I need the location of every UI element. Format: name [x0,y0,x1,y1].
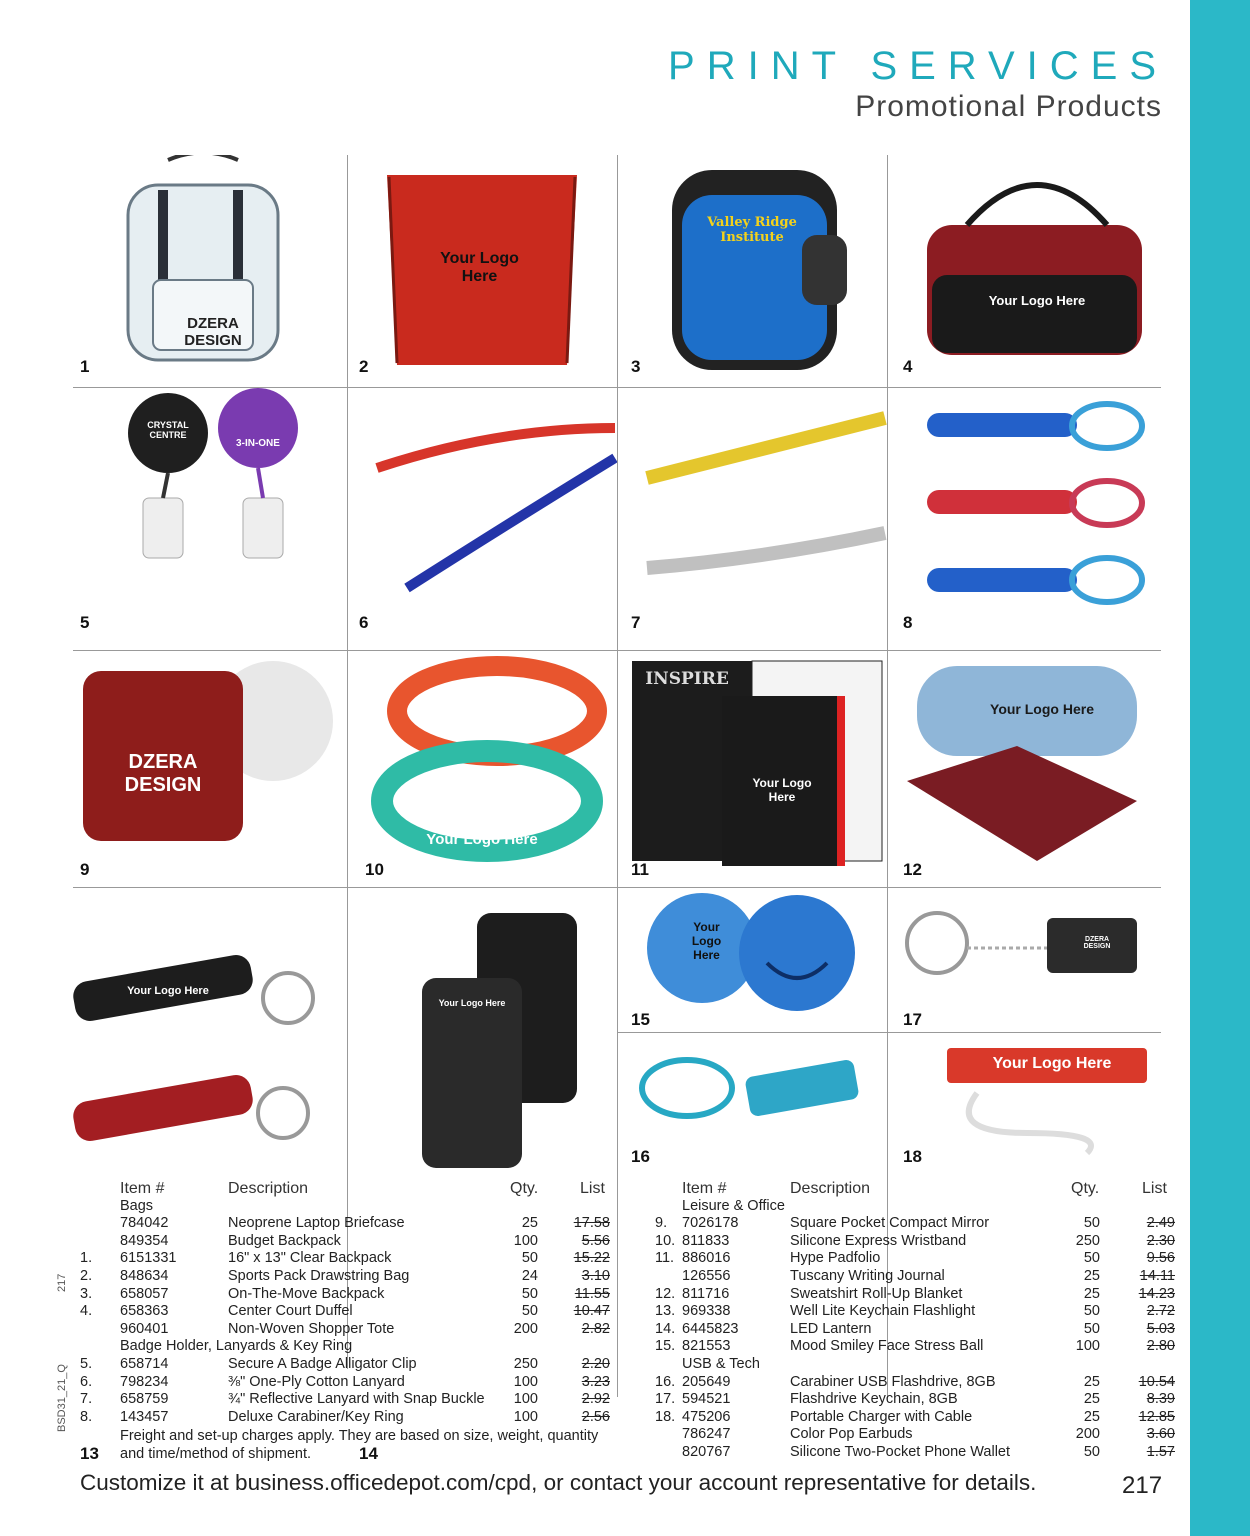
item-list-price: 3.10 [581,1267,610,1284]
item-quantity: 100 [513,1391,538,1408]
product-number: 3 [631,357,641,376]
item-list-price: 1.57 [1146,1443,1175,1460]
row-index: 7. [80,1391,93,1408]
row-index: 8. [80,1408,93,1425]
item-number: 658363 [120,1303,169,1320]
item-description: LED Lantern [790,1320,872,1337]
flashdrive-keychain-image [887,888,1161,1032]
table-header [80,1180,610,1198]
item-number: 6445823 [682,1320,739,1337]
product-drawstring-bag [347,155,617,387]
item-number: 960401 [120,1320,169,1337]
blanket-image [887,651,1161,887]
product-badge-clip [73,388,347,650]
table-row [80,1215,610,1233]
row-index: 2. [80,1267,93,1284]
header-qty: Qty. [1071,1180,1100,1197]
product-duffel [887,155,1161,387]
product-reflective-lanyard [617,388,887,650]
product-number: 8 [903,613,913,632]
table-row [655,1409,1175,1427]
side-code: BSD31_21_Q [56,1364,68,1432]
item-quantity: 50 [521,1303,538,1320]
row-index: 1. [80,1250,93,1267]
item-description: Neoprene Laptop Briefcase [228,1215,405,1232]
item-quantity: 200 [513,1320,538,1337]
item-number: 821553 [682,1338,731,1355]
table-row [655,1215,1175,1233]
header-list: List [580,1180,605,1197]
product-logo-secondary: 3-IN-ONE [236,438,280,449]
item-number: 969338 [682,1303,731,1320]
item-number: 594521 [682,1391,731,1408]
item-list-price: 9.56 [1146,1250,1175,1267]
item-number: 143457 [120,1408,169,1425]
item-description: Silicone Two-Pocket Phone Wallet [790,1443,1011,1460]
accent-sidebar [1190,0,1250,1536]
category-label: USB & Tech [682,1355,760,1372]
product-logo: Your Logo Here [426,831,538,848]
item-list-price: 5.56 [581,1232,610,1249]
table-row [655,1444,1175,1462]
reflective-lanyard-image [617,388,887,650]
item-quantity: 100 [1075,1338,1100,1355]
item-quantity: 25 [1083,1408,1100,1425]
item-description: Flashdrive Keychain, 8GB [790,1391,958,1408]
header-item: Item # [682,1180,727,1197]
item-list-price: 12.85 [1138,1408,1175,1425]
item-description: Color Pop Earbuds [790,1426,913,1443]
row-index: 9. [655,1215,668,1232]
right-table-rows [655,1198,1175,1462]
row-index: 3. [80,1285,93,1302]
item-list-price: 11.55 [574,1285,610,1302]
product-logo: Your Logo Here [127,985,209,997]
item-list-price: 15.22 [573,1250,610,1267]
item-list-price: 2.92 [581,1391,610,1408]
item-description: Tuscany Writing Journal [790,1267,945,1284]
row-index: 12. [655,1285,676,1302]
product-logo-secondary: INSPIRE [645,669,729,689]
product-stress-ball [617,888,887,1032]
product-logo: Valley Ridge Institute [707,215,797,245]
product-logo: Your Logo Here [988,293,1086,308]
table-row [655,1250,1175,1268]
product-number: 17 [903,1010,922,1029]
item-number: 205649 [682,1373,731,1390]
item-quantity: 100 [513,1408,538,1425]
item-number: 811716 [682,1285,730,1302]
wristband-image [347,651,617,887]
table-row [655,1233,1175,1251]
table-row [80,1250,610,1268]
item-quantity: 50 [1083,1320,1100,1337]
item-number: 658057 [120,1285,169,1302]
item-list-price: 2.80 [1146,1338,1175,1355]
product-logo: CRYSTAL CENTRE [147,420,189,440]
product-carabiner [887,388,1161,650]
table-row [655,1268,1175,1286]
item-number: 658759 [120,1391,169,1408]
item-list-price: 5.03 [1146,1320,1175,1337]
item-description: Portable Charger with Cable [790,1408,973,1425]
category-row [80,1338,610,1356]
product-number: 16 [631,1147,650,1166]
product-number: 1 [80,357,90,376]
table-row [80,1233,610,1251]
clear-backpack-image [73,155,347,387]
product-logo: Your Logo Here [691,920,722,962]
item-quantity: 25 [1083,1391,1100,1408]
item-description: Well Lite Keychain Flashlight [790,1303,976,1320]
product-number: 5 [80,613,90,632]
table-row [655,1426,1175,1444]
product-number: 9 [80,860,90,879]
duffel-image [887,155,1161,387]
table-row [80,1321,610,1339]
product-logo: Your Logo Here [992,1055,1112,1072]
table-row [80,1374,610,1392]
item-description: Center Court Duffel [228,1303,353,1320]
item-description: Silicone Express Wristband [790,1232,967,1249]
header-qty: Qty. [510,1180,539,1197]
stress-ball-image [617,888,887,1032]
table-row [655,1338,1175,1356]
table-row [80,1391,610,1409]
item-number: 811833 [682,1232,730,1249]
item-quantity: 50 [1083,1303,1100,1320]
product-cotton-lanyard [347,388,617,650]
item-number: 7026178 [682,1215,739,1232]
product-padfolio [617,651,887,887]
product-logo: Your Logo Here [752,776,812,804]
item-list-price: 17.58 [573,1215,610,1232]
item-quantity: 100 [513,1232,538,1249]
item-list-price: 2.20 [581,1355,610,1372]
item-description: Budget Backpack [228,1232,341,1249]
item-quantity: 50 [1083,1443,1100,1460]
item-number: 126556 [682,1267,731,1284]
item-number: 6151331 [120,1250,177,1267]
carabiner-image [887,388,1161,650]
flashlight-image [73,888,347,1188]
product-compact-mirror [73,651,347,887]
product-number: 14 [359,1444,378,1463]
header-description: Description [790,1180,871,1197]
product-number: 13 [80,1444,99,1463]
item-list-price: 2.72 [1146,1303,1175,1320]
product-number: 15 [631,1010,650,1029]
portable-charger-image [887,1033,1161,1163]
item-list-price: 2.82 [581,1320,610,1337]
table-row [80,1268,610,1286]
item-number: 820767 [682,1443,731,1460]
header-list: List [1142,1180,1167,1197]
left-price-table [80,1180,610,1464]
row-index: 5. [80,1355,93,1372]
product-number: 11 [631,860,649,879]
item-list-price: 14.11 [1139,1267,1175,1284]
row-index: 15. [655,1338,676,1355]
carabiner-usb-image [617,1033,887,1163]
category-row [655,1198,1175,1216]
table-row [655,1303,1175,1321]
item-description: 16" x 13" Clear Backpack [228,1250,392,1267]
item-number: 798234 [120,1373,169,1390]
product-number: 7 [631,613,641,632]
freight-note: Freight and set-up charges apply. They are based on size, weight, quantity and time/method of shipment. [120,1428,599,1462]
item-quantity: 25 [1083,1267,1100,1284]
item-number: 848634 [120,1267,169,1284]
row-index: 6. [80,1373,93,1390]
page-number: 217 [1122,1472,1163,1499]
footer-text: Customize it at business.officedepot.com/cpd, or contact your account representative for details. [80,1470,1037,1495]
item-list-price: 2.49 [1146,1215,1175,1232]
row-index: 10. [655,1232,676,1249]
item-quantity: 24 [521,1267,538,1284]
item-description: Hype Padfolio [790,1250,881,1267]
item-list-price: 10.54 [1138,1373,1175,1390]
product-logo: DZERA DESIGN [1083,936,1111,950]
header-item: Item # [120,1180,165,1197]
item-quantity: 25 [1083,1373,1100,1390]
item-list-price: 10.47 [573,1303,610,1320]
row-index: 11. [655,1250,675,1267]
item-list-price: 8.39 [1146,1391,1175,1408]
item-description: Sweatshirt Roll-Up Blanket [790,1285,963,1302]
product-wristband [347,651,617,887]
item-number: 658714 [120,1355,169,1372]
item-description: Sports Pack Drawstring Bag [228,1267,410,1284]
table-row [80,1303,610,1321]
lanyard-image [347,388,617,650]
product-clear-backpack [73,155,347,387]
table-row [655,1321,1175,1339]
table-row [655,1286,1175,1304]
table-row [80,1286,610,1304]
item-list-price: 2.56 [581,1408,610,1425]
product-number: 6 [359,613,369,632]
header-description: Description [228,1180,309,1197]
category-label: Badge Holder, Lanyards & Key Ring [120,1338,353,1355]
table-row [655,1391,1175,1409]
table-row [80,1356,610,1374]
item-description: On-The-Move Backpack [228,1285,385,1302]
product-blanket [887,651,1161,887]
item-quantity: 25 [521,1215,538,1232]
lantern-image [347,888,617,1188]
category-label: Bags [120,1197,154,1214]
backpack-image [617,155,887,387]
item-quantity: 250 [513,1355,538,1372]
item-description: Non-Woven Shopper Tote [228,1320,395,1337]
side-page-number: 217 [56,1273,68,1292]
item-description: ⅜" One-Ply Cotton Lanyard [228,1373,405,1390]
item-quantity: 50 [1083,1215,1100,1232]
row-index: 13. [655,1303,676,1320]
product-logo: DZERA DESIGN [124,751,202,796]
page-title: PRINT SERVICES [668,44,1168,88]
category-row [655,1356,1175,1374]
item-description: Square Pocket Compact Mirror [790,1215,990,1232]
product-number: 4 [903,357,913,376]
right-price-table [655,1180,1175,1462]
item-quantity: 200 [1075,1426,1100,1443]
item-quantity: 50 [1083,1250,1100,1267]
row-index: 4. [80,1303,93,1320]
item-quantity: 50 [521,1250,538,1267]
row-index: 14. [655,1320,676,1337]
item-quantity: 250 [1075,1232,1100,1249]
product-logo: Your Logo Here [990,701,1094,717]
row-index: 18. [655,1408,676,1425]
row-index: 17. [655,1391,676,1408]
product-number: 12 [903,860,922,879]
row-index: 16. [655,1373,676,1390]
item-list-price: 14.23 [1138,1285,1175,1302]
item-number: 475206 [682,1408,731,1425]
category-row [80,1198,610,1216]
product-number: 2 [359,357,369,376]
item-list-price: 3.23 [581,1373,610,1390]
item-number: 784042 [120,1215,169,1232]
product-logo: Your Logo Here [440,250,519,285]
table-header [655,1180,1175,1198]
item-description: Secure A Badge Alligator Clip [228,1355,417,1372]
product-on-the-move-backpack [617,155,887,387]
left-table-rows [80,1198,610,1427]
product-logo: Your Logo Here [438,998,506,1008]
item-description: Mood Smiley Face Stress Ball [790,1338,984,1355]
item-quantity: 25 [1083,1285,1100,1302]
table-row [655,1374,1175,1392]
item-number: 886016 [682,1250,731,1267]
item-list-price: 3.60 [1146,1426,1175,1443]
badge-reel-image [73,388,347,650]
product-flashdrive-keychain [887,888,1161,1032]
page-subtitle: Promotional Products [855,90,1162,123]
item-quantity: 50 [521,1285,538,1302]
table-row [80,1409,610,1427]
item-list-price: 2.30 [1146,1232,1175,1249]
item-number: 849354 [120,1232,169,1249]
product-logo: DZERA DESIGN [184,315,242,349]
item-description: Carabiner USB Flashdrive, 8GB [790,1373,996,1390]
item-quantity: 100 [513,1373,538,1390]
item-number: 786247 [682,1426,731,1443]
item-description: Deluxe Carabiner/Key Ring [228,1408,404,1425]
product-number: 18 [903,1147,922,1166]
item-description: ¾" Reflective Lanyard with Snap Buckle [228,1391,485,1408]
category-label: Leisure & Office [682,1197,785,1214]
product-number: 10 [365,860,384,879]
